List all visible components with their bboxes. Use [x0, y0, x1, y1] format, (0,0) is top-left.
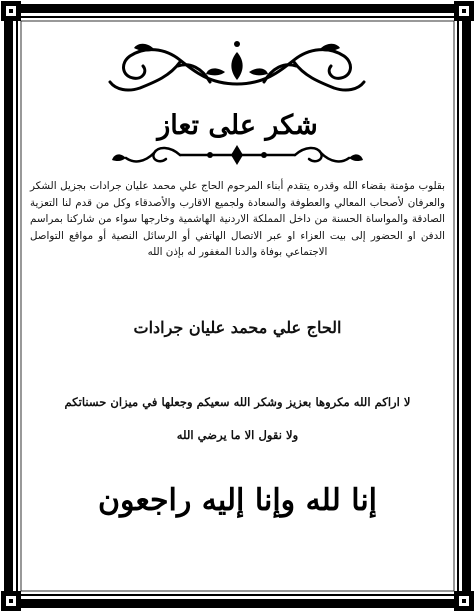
title-divider-ornament	[30, 138, 445, 172]
corner-ornament-top-left	[1, 1, 21, 21]
corner-ornament-bottom-left	[1, 591, 21, 611]
corner-ornament-bottom-right	[454, 591, 474, 611]
closing-prayer-line-1: لا اراكم الله مكروها بعزيز وشكر الله سعيكم وجعلها في ميزان حسناتكم	[64, 395, 411, 409]
quran-verse-calligraphy: إنا لله وإنا إليه راجعون	[97, 483, 378, 518]
corner-ornament-top-right	[454, 1, 474, 21]
top-flourish-ornament	[30, 32, 445, 96]
card-title: شكر على تعاز	[157, 110, 318, 141]
thanks-body-text: بقلوب مؤمنة بقضاء الله وقدره يتقدم أبناء المرحوم الحاج علي محمد عليان جرادات بجزيل الشكر والعرفان لأصحاب المعالي والعطوفة والسعادة ولجميع الاقارب والأصدقاء وكل من قدم لنا التعزية الصادقة والمواساة الحسنة من داخل المملكة الاردنية الهاشمية وخارجها سواء من شاركنا بمراسم الدفن او الحضور إلى بيت العزاء او عبر الاتصال الهاتفي أو الرسائل النصية أو مواقع التواصل الاجتماعي بوفاة والدنا المغفور له بإذن الله	[30, 180, 445, 259]
closing-prayer-line-2: ولا نقول الا ما يرضي الله	[176, 428, 299, 442]
card-content	[30, 28, 445, 584]
deceased-name: الحاج علي محمد عليان جرادات	[133, 318, 342, 337]
